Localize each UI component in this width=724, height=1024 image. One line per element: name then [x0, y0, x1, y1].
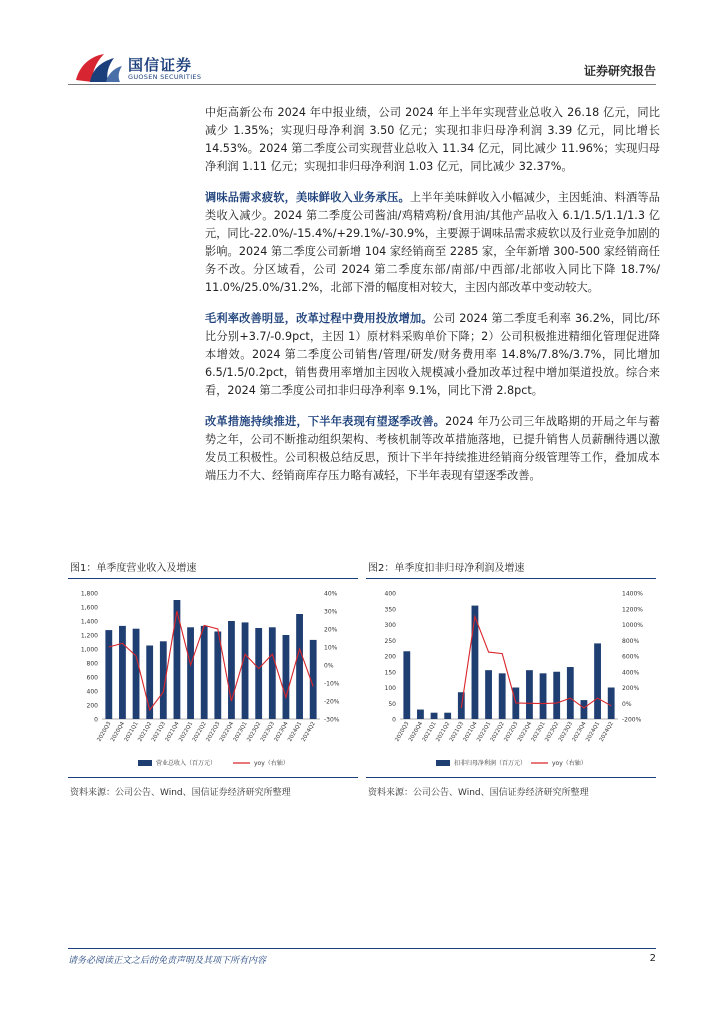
figure-net-profit — [366, 562, 656, 798]
category-label: 2023Q4 — [273, 721, 290, 743]
bar — [105, 630, 112, 719]
right-tick-label: 200% — [622, 685, 640, 692]
paragraph-summary — [205, 104, 660, 176]
bar — [417, 710, 424, 719]
right-tick-label: 40% — [324, 590, 338, 598]
page-header — [0, 0, 724, 90]
category-label: 2023Q4 — [571, 721, 588, 743]
bar — [403, 651, 410, 719]
left-tick-label: 0 — [94, 716, 98, 724]
left-tick-label: 1,000 — [80, 646, 98, 654]
right-tick-label: 1000% — [622, 622, 643, 629]
bar — [133, 629, 140, 719]
right-tick-label: 400% — [622, 669, 640, 677]
left-tick-label: 1,800 — [80, 590, 98, 598]
category-label: 2021Q2 — [435, 721, 452, 743]
bar — [283, 635, 290, 719]
paragraph-demand — [205, 189, 660, 297]
legend-bar-swatch — [436, 760, 450, 766]
bar — [444, 713, 451, 719]
left-tick-label: 50 — [388, 700, 396, 708]
category-label: 2022Q3 — [503, 721, 520, 743]
figure-title: 图1：单季度营业收入及增速 — [70, 563, 197, 574]
bar — [608, 688, 615, 720]
paragraph-lead: 毛利率改善明显，改革过程中费用投放增加。 — [205, 312, 433, 325]
bar — [242, 622, 249, 719]
category-label: 2024Q1 — [287, 721, 304, 743]
left-tick-label: 800 — [86, 660, 98, 668]
paragraph-text: 中炬高新公布 2024 年中报业绩，公司 2024 年上半年实现营业总收入 26.18 亿元，同比减少 1.35%；实现归母净利润 3.50 亿元；实现扣非归母净利润 3.39 亿元，同比增长 14.53%。2024 第二季度公司实现营业总收入 11.34 亿元，同比减少 11.96%；实现归母净利润 1.11 亿元；实现扣非归母净利润 1.03 亿元，同比减少 32.37%。 — [205, 106, 660, 173]
footer-divider — [68, 948, 656, 949]
category-label: 2021Q4 — [164, 721, 181, 743]
legend-bar-label: 营业总收入（百万元） — [156, 760, 217, 767]
left-tick-label: 200 — [384, 653, 396, 661]
header-divider — [68, 84, 656, 85]
category-label: 2021Q3 — [150, 721, 168, 743]
category-label: 2022Q2 — [489, 721, 506, 743]
left-tick-label: 350 — [384, 606, 396, 614]
figure-source: 资料来源：公司公告、Wind、国信证券经济研究所整理 — [368, 788, 589, 798]
right-tick-label: 10% — [324, 644, 338, 652]
paragraph-text: 上半年美味鲜收入小幅减少，主因蚝油、料酒等品类收入减少。2024 第二季度公司酱油/鸡精鸡粉/食用油/其他产品收入 6.1/1.5/1.1/1.3 亿元，同比-22.0%/-15.4%/+29.1%/-30.9%，主要源于调味品需求疲软以及行业竞争加剧的影响。2024 第二季度公司新增 104 家经销商至 2285 家，全年新增 300-500 家经销商任务不改。分区域看，公司 2024 第二季度东部/南部/中西部/北部收入同比下降 18.7%/ 11.0%/25.0%/31.2%，北部下滑的幅度相对较大，主因内部改革中变动较大。 — [205, 191, 660, 294]
bar — [174, 600, 181, 719]
bar — [228, 621, 235, 719]
category-label: 2022Q2 — [191, 721, 208, 743]
right-tick-label: -30% — [324, 716, 340, 724]
right-tick-label: 1200% — [622, 606, 643, 614]
logo-chinese-text: 国信证券 — [128, 56, 193, 74]
bar — [594, 643, 601, 719]
category-label: 2023Q2 — [246, 721, 263, 743]
footer-disclaimer: 请务必阅读正文之后的免责声明及其项下所有内容 — [68, 956, 267, 966]
bar — [567, 667, 574, 719]
bar — [269, 627, 276, 719]
bar — [201, 626, 208, 719]
category-label: 2023Q1 — [530, 721, 547, 743]
category-label: 2021Q2 — [137, 721, 154, 743]
category-label: 2023Q3 — [259, 721, 277, 743]
bar — [485, 670, 492, 719]
left-tick-label: 250 — [384, 637, 396, 645]
paragraph-lead: 调味品需求疲软，美味鲜收入业务承压。 — [205, 191, 410, 204]
net-profit-chart — [366, 579, 656, 779]
right-tick-label: 0% — [324, 662, 334, 670]
right-tick-label: 0% — [622, 700, 632, 708]
right-tick-label: -10% — [324, 680, 340, 688]
category-label: 2020Q3 — [96, 721, 113, 743]
chart-frame — [68, 578, 358, 778]
figure-source: 资料来源：公司公告、Wind、国信证券经济研究所整理 — [70, 788, 291, 798]
bar — [540, 673, 547, 719]
left-tick-label: 1,600 — [80, 604, 98, 612]
paragraph-text: 2024 年乃公司三年战略期的开局之年与蓄势之年，公司不断推动组织架构、考核机制等改革措施落地，已提升销售人员薪酬待遇以激发员工积极性。公司积极总结反思，预计下半年持续推进经销商分级管理等工作，叠加成本端压力不大、经销商库存压力略有减轻，下半年表现有望逐季改善。 — [205, 415, 660, 482]
guosen-logo — [70, 50, 210, 86]
report-type-label: 证券研究报告 — [583, 64, 656, 78]
revenue-chart — [68, 579, 358, 779]
category-label: 2022Q4 — [219, 721, 236, 743]
bar — [119, 626, 126, 719]
figure-revenue — [68, 562, 358, 798]
category-label: 2020Q4 — [408, 721, 425, 743]
bar — [187, 627, 194, 719]
category-label: 2021Q1 — [421, 721, 438, 743]
category-label: 2022Q1 — [178, 721, 195, 743]
bar — [553, 672, 560, 719]
left-tick-label: 100 — [384, 685, 396, 692]
category-label: 2022Q3 — [205, 721, 222, 743]
left-tick-label: 1,200 — [80, 632, 98, 640]
figure-title: 图2：单季度扣非归母净利润及增速 — [368, 563, 525, 574]
left-tick-label: 400 — [86, 688, 98, 696]
legend-line-label: yoy（右轴） — [552, 760, 587, 767]
category-label: 2023Q2 — [544, 721, 561, 743]
left-tick-label: 200 — [86, 702, 98, 710]
right-tick-label: 30% — [324, 608, 338, 616]
paragraph-reform — [205, 413, 660, 485]
bar — [255, 628, 262, 719]
right-tick-label: 1400% — [622, 590, 643, 598]
right-tick-label: 800% — [622, 637, 640, 645]
left-tick-label: 600 — [86, 674, 98, 682]
right-tick-label: 20% — [324, 626, 338, 634]
bar — [581, 700, 588, 719]
category-label: 2022Q4 — [517, 721, 534, 743]
category-label: 2022Q1 — [476, 721, 493, 743]
category-label: 2023Q1 — [232, 721, 249, 743]
bar — [526, 670, 533, 719]
paragraph-margin — [205, 310, 660, 400]
left-tick-label: 1,400 — [80, 618, 98, 626]
yoy-line — [461, 617, 611, 708]
category-label: 2024Q2 — [300, 721, 317, 743]
category-label: 2020Q4 — [110, 721, 127, 743]
logo-english-text: GUOSEN SECURITIES — [128, 73, 202, 81]
right-tick-label: 600% — [622, 653, 640, 661]
category-label: 2020Q3 — [394, 721, 411, 743]
report-body — [205, 104, 660, 498]
chart-frame — [366, 578, 656, 778]
legend-bar-swatch — [138, 760, 152, 766]
right-tick-label: -200% — [622, 716, 642, 724]
category-label: 2021Q1 — [123, 721, 140, 743]
paragraph-lead: 改革措施持续推进，下半年表现有望逐季改善。 — [205, 415, 446, 428]
bar — [296, 614, 303, 719]
legend-bar-label: 扣非归母净利润（百万元） — [454, 760, 527, 767]
category-label: 2023Q3 — [557, 721, 575, 743]
page-number: 2 — [649, 953, 656, 964]
logo-mark-icon — [70, 50, 124, 86]
paragraph-text: 公司 2024 第二季度毛利率 36.2%，同比/环比分别+3.7/-0.9pct，主因 1）原材料采购单价下降；2）公司积极推进精细化管理促进降本增效。2024 第二季度公司销售/管理/研发/财务费用率 14.8%/7.8%/3.7%，同比增加 6.5/1.5/0.2pct，销售费用率增加主因收入规模减小叠加改革过程中增加渠道投放。综合来看，2024 第二季度公司扣非归母净利率 9.1%，同比下滑 2.8pct。 — [205, 312, 660, 397]
category-label: 2021Q4 — [462, 721, 479, 743]
legend-line-label: yoy（右轴） — [254, 760, 289, 767]
left-tick-label: 150 — [384, 669, 396, 677]
left-tick-label: 300 — [384, 622, 396, 629]
bar — [431, 713, 438, 719]
left-tick-label: 0 — [392, 716, 396, 724]
category-label: 2024Q1 — [585, 721, 602, 743]
bar — [499, 673, 506, 719]
category-label: 2024Q2 — [598, 721, 615, 743]
right-tick-label: -20% — [324, 698, 340, 706]
left-tick-label: 400 — [384, 590, 396, 598]
category-label: 2021Q3 — [448, 721, 466, 743]
